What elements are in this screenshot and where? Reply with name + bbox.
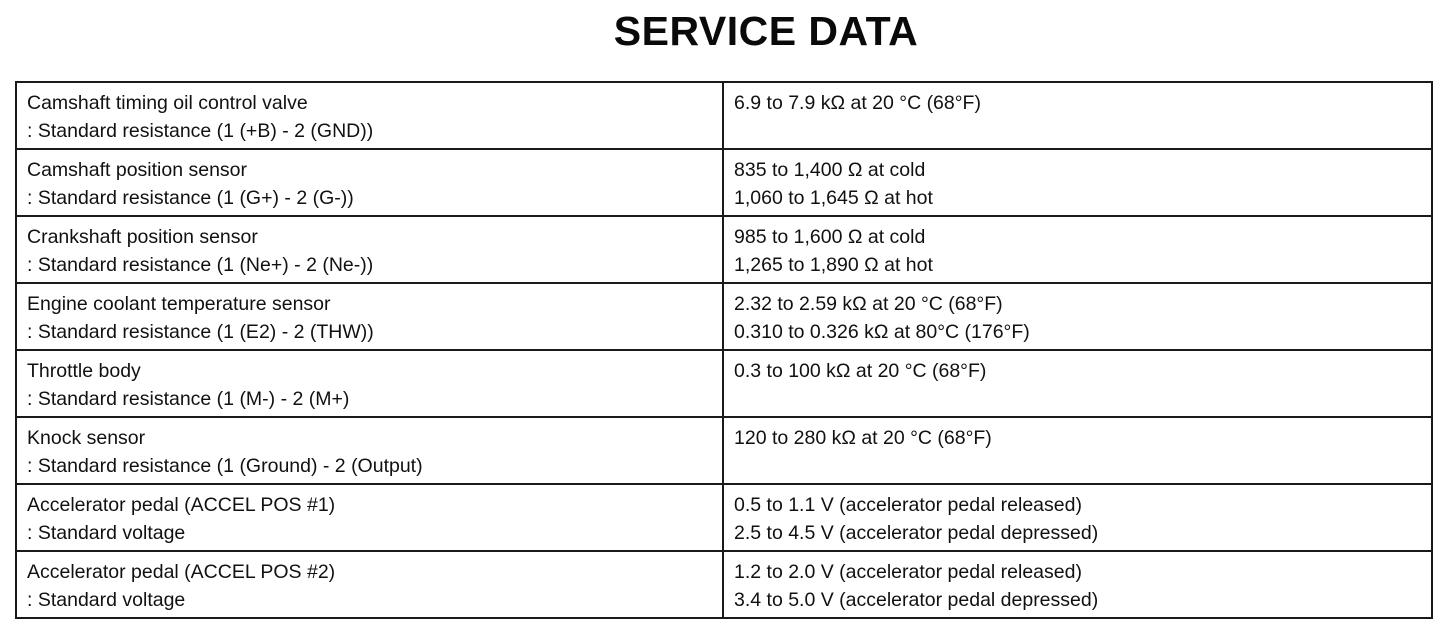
spec-cell bbox=[723, 417, 1432, 484]
spec-line: 0.310 to 0.326 kΩ at 80°C (176°F) bbox=[734, 321, 1030, 343]
table-row bbox=[16, 82, 1432, 149]
item-name: Camshaft timing oil control valve bbox=[27, 92, 308, 114]
item-condition: : Standard voltage bbox=[27, 589, 186, 611]
item-condition: : Standard resistance (1 (E2) - 2 (THW)) bbox=[27, 321, 374, 343]
table-row bbox=[16, 350, 1432, 417]
spec-cell bbox=[723, 216, 1432, 283]
spec-line: 120 to 280 kΩ at 20 °C (68°F) bbox=[734, 427, 992, 449]
item-name: Camshaft position sensor bbox=[27, 159, 248, 181]
table-row bbox=[16, 551, 1432, 618]
item-cell bbox=[16, 350, 723, 417]
spec-line: 2.32 to 2.59 kΩ at 20 °C (68°F) bbox=[734, 293, 1003, 315]
item-name: Knock sensor bbox=[27, 427, 146, 449]
spec-line: 1,060 to 1,645 Ω at hot bbox=[734, 187, 933, 209]
spec-line: 1.2 to 2.0 V (accelerator pedal released) bbox=[734, 561, 1082, 583]
item-cell bbox=[16, 216, 723, 283]
item-condition: : Standard voltage bbox=[27, 522, 186, 544]
spec-cell bbox=[723, 350, 1432, 417]
spec-line: 1,265 to 1,890 Ω at hot bbox=[734, 254, 933, 276]
item-name: Crankshaft position sensor bbox=[27, 226, 258, 248]
item-cell bbox=[16, 484, 723, 551]
item-cell bbox=[16, 551, 723, 618]
item-condition: : Standard resistance (1 (+B) - 2 (GND)) bbox=[27, 120, 374, 142]
item-condition: : Standard resistance (1 (M-) - 2 (M+) bbox=[27, 388, 350, 410]
service-data-table bbox=[15, 81, 1433, 619]
spec-line: 0.3 to 100 kΩ at 20 °C (68°F) bbox=[734, 360, 987, 382]
item-condition: : Standard resistance (1 (Ne+) - 2 (Ne-)) bbox=[27, 254, 374, 276]
spec-line: 0.5 to 1.1 V (accelerator pedal released) bbox=[734, 494, 1082, 516]
table-row bbox=[16, 484, 1432, 551]
spec-cell bbox=[723, 283, 1432, 350]
table-row bbox=[16, 417, 1432, 484]
item-cell bbox=[16, 283, 723, 350]
spec-line: 6.9 to 7.9 kΩ at 20 °C (68°F) bbox=[734, 92, 981, 114]
item-cell bbox=[16, 417, 723, 484]
spec-line: 2.5 to 4.5 V (accelerator pedal depressed) bbox=[734, 522, 1099, 544]
page-title: SERVICE DATA bbox=[613, 8, 919, 54]
item-condition: : Standard resistance (1 (Ground) - 2 (Output) bbox=[27, 455, 423, 477]
spec-line: 3.4 to 5.0 V (accelerator pedal depressed) bbox=[734, 589, 1099, 611]
item-condition: : Standard resistance (1 (G+) - 2 (G-)) bbox=[27, 187, 354, 209]
spec-line: 835 to 1,400 Ω at cold bbox=[734, 159, 926, 181]
item-cell bbox=[16, 149, 723, 216]
table-row bbox=[16, 216, 1432, 283]
spec-cell bbox=[723, 82, 1432, 149]
item-name: Accelerator pedal (ACCEL POS #1) bbox=[27, 494, 336, 516]
spec-cell bbox=[723, 551, 1432, 618]
item-name: Throttle body bbox=[27, 360, 141, 382]
item-cell bbox=[16, 82, 723, 149]
table-row bbox=[16, 149, 1432, 216]
table-row bbox=[16, 283, 1432, 350]
spec-cell bbox=[723, 149, 1432, 216]
item-name: Accelerator pedal (ACCEL POS #2) bbox=[27, 561, 336, 583]
spec-cell bbox=[723, 484, 1432, 551]
spec-line: 985 to 1,600 Ω at cold bbox=[734, 226, 926, 248]
item-name: Engine coolant temperature sensor bbox=[27, 293, 331, 315]
